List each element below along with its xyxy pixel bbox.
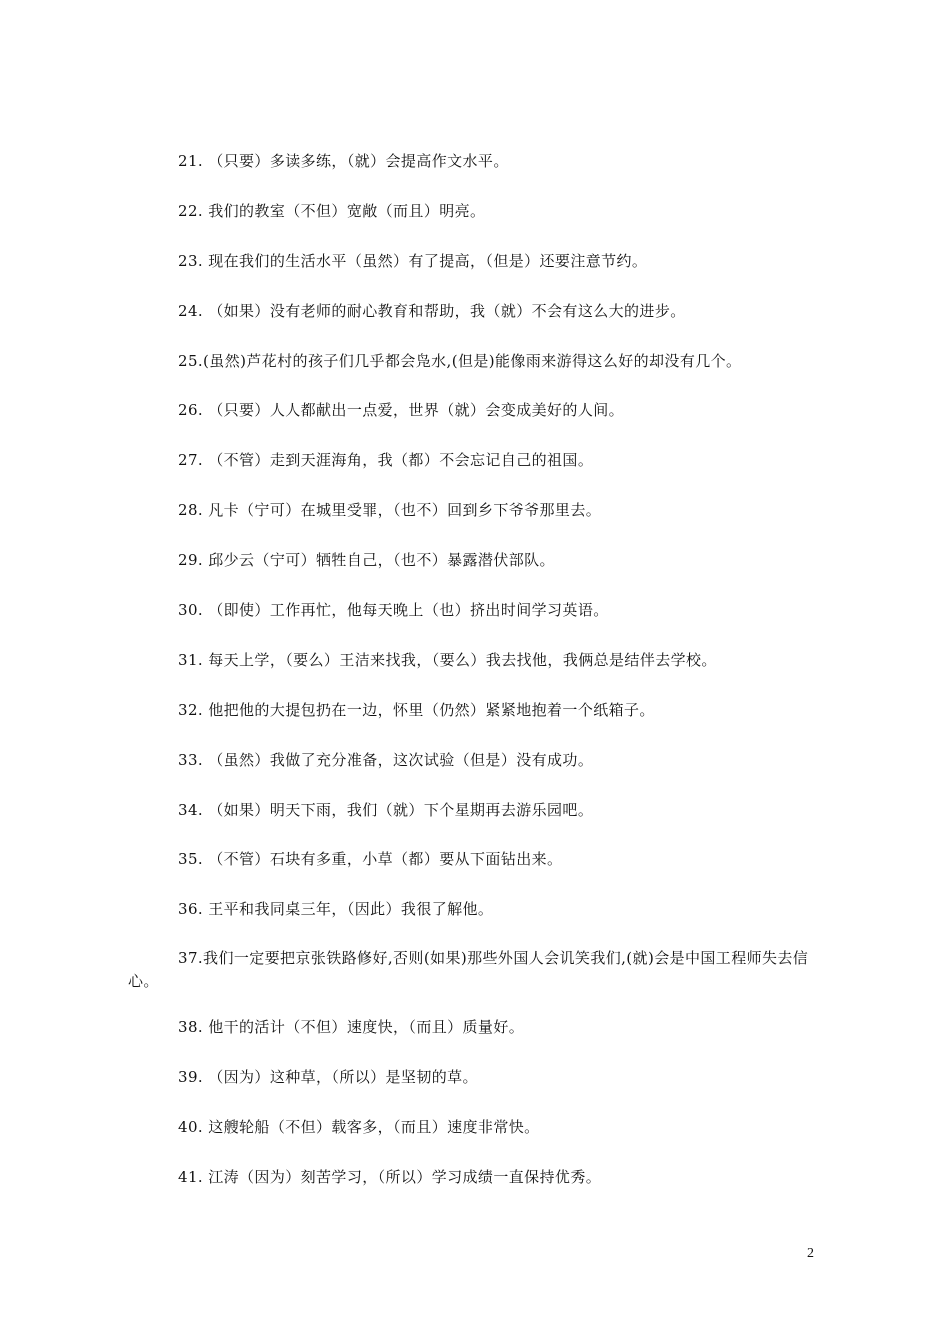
list-item: 23. 现在我们的生活水平（虽然）有了提高，（但是）还要注意节约。 [178, 251, 648, 270]
list-item: 33. （虽然）我做了充分准备，这次试验（但是）没有成功。 [178, 750, 594, 769]
list-item: 30. （即使）工作再忙，他每天晚上（也）挤出时间学习英语。 [178, 601, 609, 620]
list-item: 27. （不管）走到天涯海角，我（都）不会忘记自己的祖国。 [178, 451, 594, 470]
list-item: 26. （只要）人人都献出一点爱，世界（就）会变成美好的人间。 [178, 401, 625, 420]
list-item: 21. （只要）多读多练，（就）会提高作文水平。 [178, 152, 509, 170]
list-item: 32. 他把他的大提包扔在一边，怀里（仍然）紧紧地抱着一个纸箱子。 [178, 700, 655, 719]
list-item: 31. 每天上学，（要么）王洁来找我，（要么）我去找他，我俩总是结伴去学校。 [178, 650, 717, 669]
list-item: 37.我们一定要把京张铁路修好,否则(如果)那些外国人会讥笑我们,(就)会是中国工程师失去信心。 [128, 949, 809, 991]
list-item: 22. 我们的教室（不但）宽敞（而且）明亮。 [178, 201, 486, 220]
list-item: 41. 江涛（因为）刻苦学习，（所以）学习成绩一直保持优秀。 [178, 1167, 602, 1186]
list-item: 24. （如果）没有老师的耐心教育和帮助，我（就）不会有这么大的进步。 [178, 301, 686, 320]
list-item: 40. 这艘轮船（不但）载客多，（而且）速度非常快。 [178, 1118, 540, 1137]
list-item: 28. 凡卡（宁可）在城里受罪，（也不）回到乡下爷爷那里去。 [178, 501, 602, 520]
list-item: 36. 王平和我同桌三年，（因此）我很了解他。 [178, 900, 494, 919]
sentence-list [128, 149, 818, 1215]
list-item: 29. 邱少云（宁可）牺牲自己，（也不）暴露潜伏部队。 [178, 551, 555, 570]
list-item: 38. 他干的活计（不但）速度快，（而且）质量好。 [178, 1018, 525, 1037]
list-item: 35. （不管）石块有多重，小草（都）要从下面钻出来。 [178, 850, 563, 869]
list-item: 34. （如果）明天下雨，我们（就）下个星期再去游乐园吧。 [178, 800, 594, 819]
list-item: 39. （因为）这种草，（所以）是坚韧的草。 [178, 1068, 478, 1087]
list-item: 25.(虽然)芦花村的孩子们几乎都会凫水,(但是)能像雨来游得这么好的却没有几个。 [178, 351, 742, 370]
page-number: 2 [807, 1246, 814, 1261]
